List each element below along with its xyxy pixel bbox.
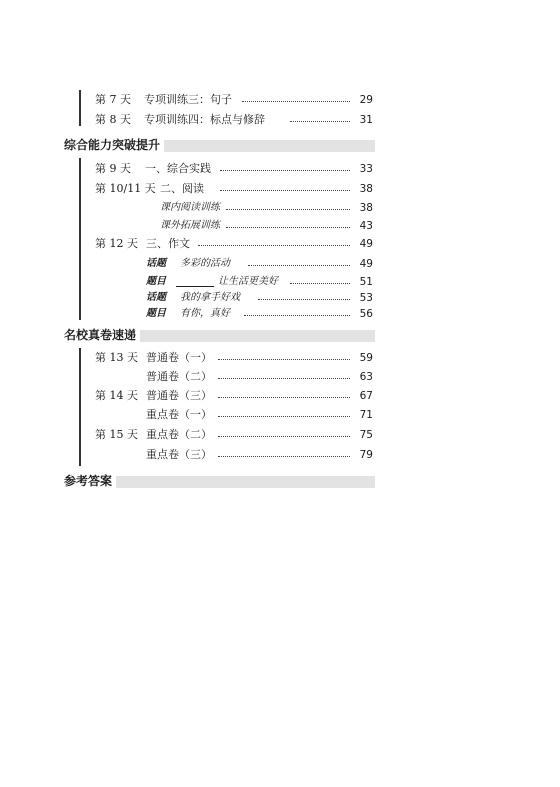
toc-page: 31 bbox=[359, 114, 373, 126]
toc-entry[interactable] bbox=[0, 92, 560, 108]
leader-dots bbox=[290, 283, 350, 284]
toc-title: 重点卷（一） bbox=[146, 408, 212, 421]
toc-page: 49 bbox=[359, 258, 373, 270]
leader-dots bbox=[220, 190, 350, 191]
toc-page: 71 bbox=[359, 409, 373, 421]
toc-day: 第 8 天 bbox=[95, 113, 131, 126]
leader-dots bbox=[248, 265, 350, 266]
toc-page: 49 bbox=[359, 238, 373, 250]
leader-dots bbox=[218, 416, 350, 417]
toc-day: 第 14 天 bbox=[95, 389, 138, 402]
toc-topic: 多彩的活动 bbox=[180, 258, 230, 269]
toc-page: 38 bbox=[359, 202, 373, 214]
toc-title: 三、作文 bbox=[146, 237, 190, 250]
leader-dots bbox=[218, 359, 350, 360]
toc-page: 75 bbox=[359, 429, 373, 441]
toc-page: 38 bbox=[359, 183, 373, 195]
toc-title: 普通卷（三） bbox=[146, 389, 212, 402]
toc-day: 第 7 天 bbox=[95, 93, 131, 106]
toc-title: 重点卷（二） bbox=[146, 428, 212, 441]
leader-dots bbox=[220, 170, 350, 171]
toc-entry[interactable] bbox=[0, 369, 560, 385]
toc-entry[interactable] bbox=[0, 181, 560, 197]
toc-entry[interactable] bbox=[0, 218, 560, 234]
toc-title: 普通卷（二） bbox=[146, 370, 212, 383]
section-header[interactable] bbox=[64, 140, 375, 152]
leader-dots bbox=[244, 315, 350, 316]
toc-entry[interactable] bbox=[0, 447, 560, 463]
toc-title: 重点卷（三） bbox=[146, 448, 212, 461]
toc-title: 一、综合实践 bbox=[145, 162, 211, 175]
toc-entry[interactable] bbox=[0, 161, 560, 177]
leader-dots bbox=[218, 378, 350, 379]
toc-tag: 话题 bbox=[146, 258, 166, 269]
toc-subtitle: 课内阅读训练 bbox=[160, 202, 220, 213]
toc-entry[interactable] bbox=[0, 306, 560, 322]
toc-page: 29 bbox=[359, 94, 373, 106]
toc-tag: 话题 bbox=[146, 292, 166, 303]
section-header[interactable] bbox=[64, 476, 375, 488]
leader-dots bbox=[258, 299, 350, 300]
toc-entry[interactable] bbox=[0, 290, 560, 306]
toc-page: 53 bbox=[359, 292, 373, 304]
leader-dots bbox=[242, 101, 350, 102]
leader-dots bbox=[218, 436, 350, 437]
toc-page: 79 bbox=[359, 449, 373, 461]
toc-tag: 题目 bbox=[146, 308, 166, 319]
toc-day: 第 12 天 bbox=[95, 237, 138, 250]
section-title: 参考答案 bbox=[64, 473, 116, 490]
section-header[interactable] bbox=[64, 330, 375, 342]
toc-page: 56 bbox=[359, 308, 373, 320]
toc-entry[interactable] bbox=[0, 274, 560, 290]
toc-entry[interactable] bbox=[0, 388, 560, 404]
toc-topic: 有你，真好 bbox=[180, 308, 230, 319]
toc-day: 第 13 天 bbox=[95, 351, 138, 364]
toc-day: 第 10/11 天 bbox=[95, 182, 156, 195]
toc-title: 专项训练三：句子 bbox=[144, 93, 232, 106]
toc-page: 43 bbox=[359, 220, 373, 232]
toc-entry[interactable] bbox=[0, 256, 560, 272]
leader-dots bbox=[198, 245, 350, 246]
toc-page: 63 bbox=[359, 371, 373, 383]
section-title: 综合能力突破提升 bbox=[64, 137, 164, 154]
toc-title: 专项训练四：标点与修辞 bbox=[144, 113, 265, 126]
leader-dots bbox=[226, 227, 350, 228]
toc-entry[interactable] bbox=[0, 350, 560, 366]
toc-day: 第 9 天 bbox=[95, 162, 131, 175]
toc-entry[interactable] bbox=[0, 112, 560, 128]
toc-entry[interactable] bbox=[0, 407, 560, 423]
toc-entry[interactable] bbox=[0, 200, 560, 216]
leader-dots bbox=[290, 121, 350, 122]
section-title: 名校真卷速递 bbox=[64, 327, 140, 344]
toc-entry[interactable] bbox=[0, 236, 560, 252]
leader-dots bbox=[218, 456, 350, 457]
toc-subtitle: 课外拓展训练 bbox=[160, 220, 220, 231]
toc-tag: 题目 bbox=[146, 276, 166, 287]
toc-day: 第 15 天 bbox=[95, 428, 138, 441]
toc-page: 59 bbox=[359, 352, 373, 364]
toc-entry[interactable] bbox=[0, 427, 560, 443]
toc-page: 33 bbox=[359, 163, 373, 175]
leader-dots bbox=[226, 209, 350, 210]
leader-dots bbox=[218, 397, 350, 398]
toc-title: 二、阅读 bbox=[160, 182, 204, 195]
toc-title: 普通卷（一） bbox=[146, 351, 212, 364]
toc-topic: 我的拿手好戏 bbox=[180, 292, 240, 303]
toc-topic: 让生活更美好 bbox=[218, 276, 278, 287]
toc-page: 67 bbox=[359, 390, 373, 402]
fill-blank bbox=[176, 276, 214, 287]
toc-page: 51 bbox=[359, 276, 373, 288]
